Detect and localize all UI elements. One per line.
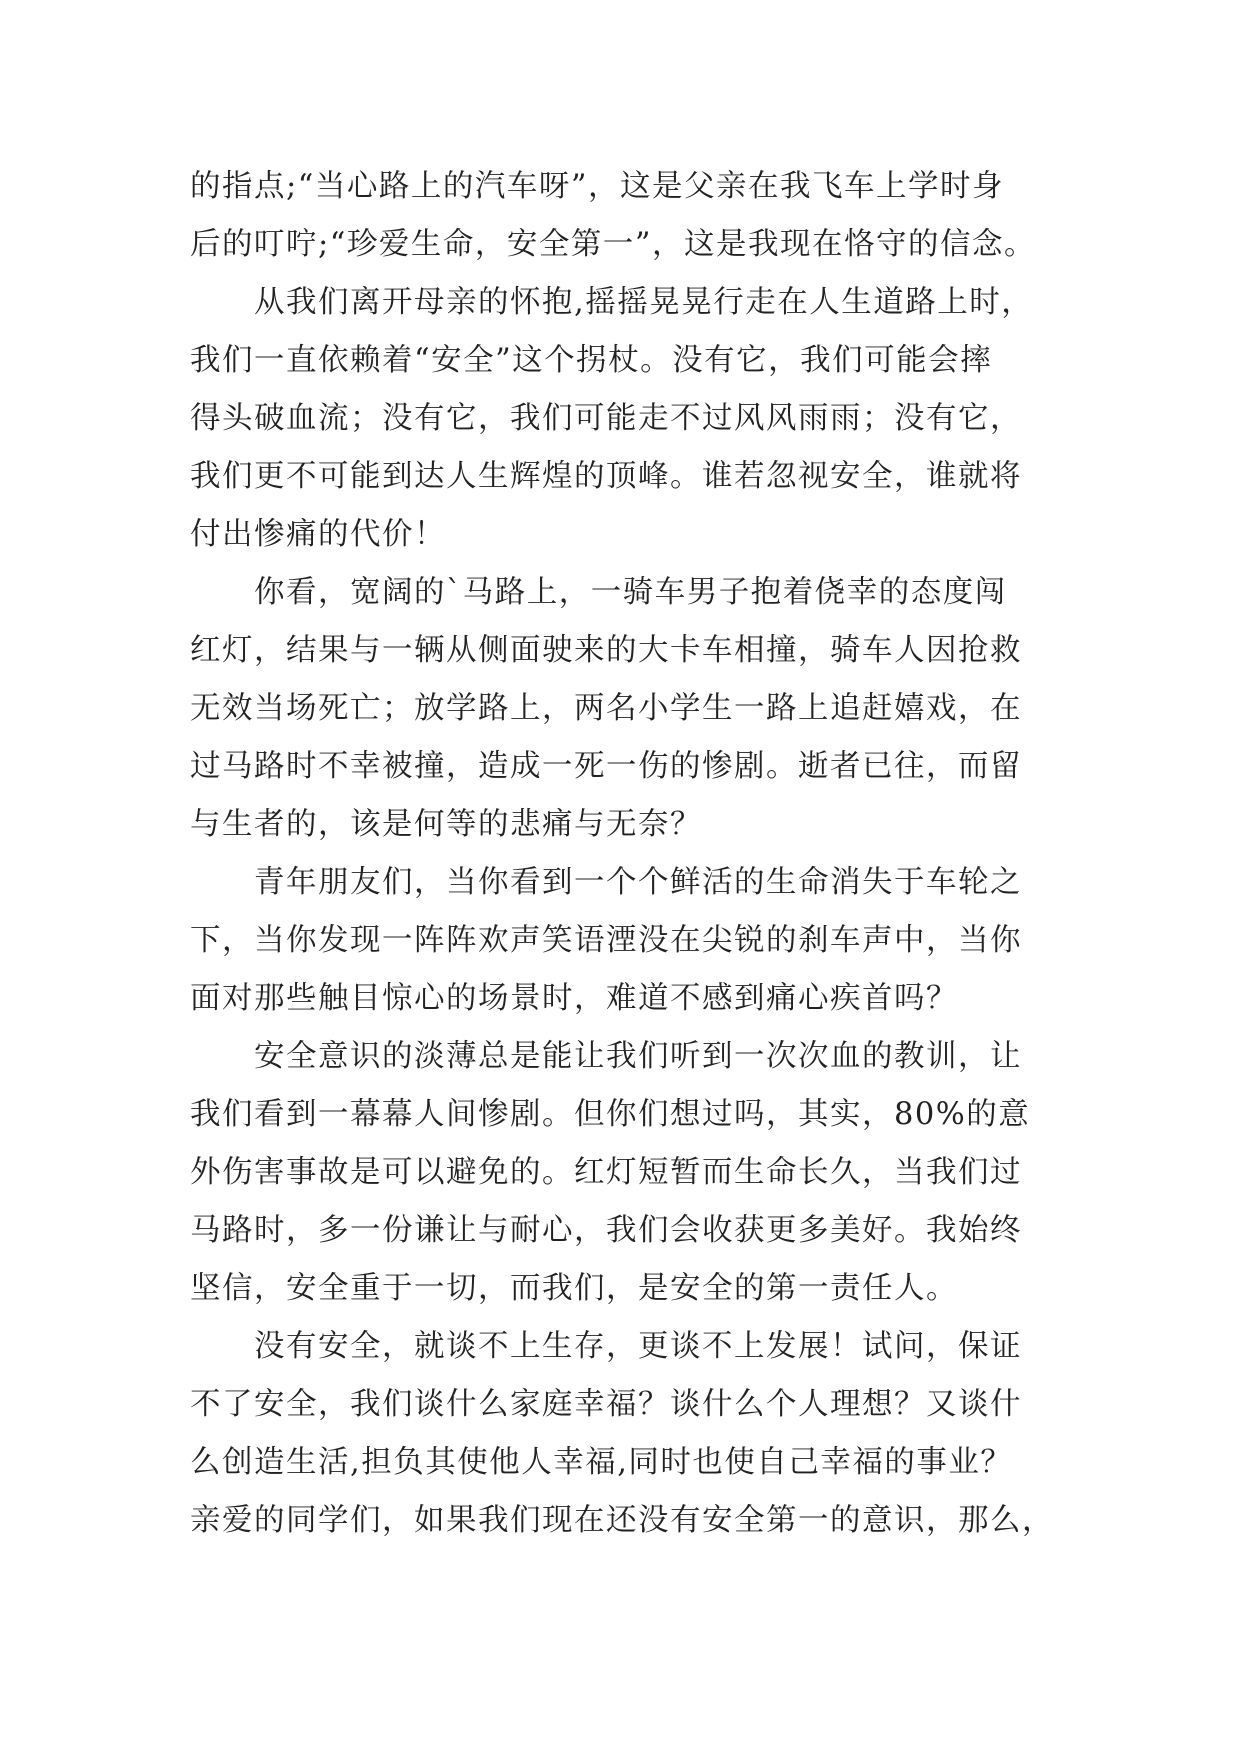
text-line: 的指点;“当心路上的汽车呀”，这是父亲在我飞车上学时身 xyxy=(190,169,1004,204)
paragraph-start-line: 从我们离开母亲的怀抱,摇摇晃晃行走在人生道路上时， xyxy=(254,285,1034,320)
text-line: 不了安全，我们谈什么家庭幸福？谈什么个人理想？又谈什 xyxy=(190,1387,1022,1422)
paragraph-start-line: 安全意识的淡薄总是能让我们听到一次次血的教训，让 xyxy=(254,1039,1022,1074)
text-line: 我们一直依赖着“安全”这个拐杖。没有它，我们可能会摔 xyxy=(190,343,993,378)
text-line: 我们看到一幕幕人间惨剧。但你们想过吗，其实，80%的意 xyxy=(190,1097,1031,1132)
paragraph-start-line: 青年朋友们，当你看到一个个鲜活的生命消失于车轮之 xyxy=(254,865,1022,900)
text-line: 得头破血流；没有它，我们可能走不过风风雨雨；没有它， xyxy=(190,401,1022,436)
text-line: 亲爱的同学们，如果我们现在还没有安全第一的意识，那么， xyxy=(190,1503,1054,1538)
text-line: 我们更不可能到达人生辉煌的顶峰。谁若忽视安全，谁就将 xyxy=(190,459,1022,494)
text-line: 下，当你发现一阵阵欢声笑语湮没在尖锐的刹车声中，当你 xyxy=(190,923,1022,958)
text-line: 坚信，安全重于一切，而我们，是安全的第一责任人。 xyxy=(190,1271,958,1306)
text-line: 马路时，多一份谦让与耐心，我们会收获更多美好。我始终 xyxy=(190,1213,1022,1248)
text-line: 付出惨痛的代价！ xyxy=(190,517,446,552)
text-line: 过马路时不幸被撞，造成一死一伤的惨剧。逝者已往，而留 xyxy=(190,749,1022,784)
text-line: 面对那些触目惊心的场景时，难道不感到痛心疾首吗？ xyxy=(190,981,958,1016)
text-line: 与生者的，该是何等的悲痛与无奈？ xyxy=(190,807,702,842)
body-text xyxy=(190,158,1090,1550)
text-line: 后的叮咛;“珍爱生命，安全第一”，这是我现在恪守的信念。 xyxy=(190,227,1036,262)
paragraph-start-line: 没有安全，就谈不上生存，更谈不上发展！试问，保证 xyxy=(254,1329,1022,1364)
paragraph-start-line: 你看，宽阔的`马路上，一骑车男子抱着侥幸的态度闯 xyxy=(254,575,1007,610)
text-line: 么创造生活,担负其使他人幸福,同时也使自己幸福的事业？ xyxy=(190,1445,1013,1480)
text-line: 红灯，结果与一辆从侧面驶来的大卡车相撞，骑车人因抢救 xyxy=(190,633,1022,668)
text-line: 无效当场死亡；放学路上，两名小学生一路上追赶嬉戏，在 xyxy=(190,691,1022,726)
text-line: 外伤害事故是可以避免的。红灯短暂而生命长久，当我们过 xyxy=(190,1155,1022,1190)
